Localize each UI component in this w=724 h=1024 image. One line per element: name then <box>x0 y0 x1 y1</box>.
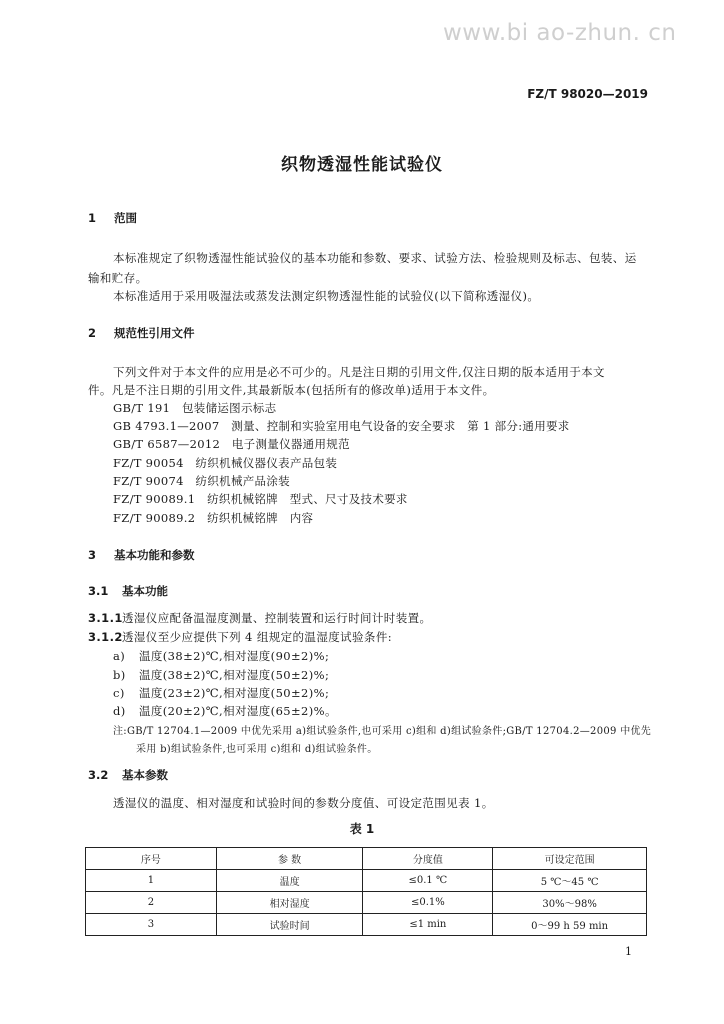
section-1-heading <box>88 210 137 226</box>
clause-3-1-2 <box>88 629 392 645</box>
reference-item: GB/T 191 包装储运图示标志 <box>113 401 277 415</box>
subsection-title: 基本参数 <box>122 768 168 782</box>
subsection-title: 基本功能 <box>122 584 168 598</box>
table-header-row <box>86 848 647 870</box>
table-cell: ≤0.1% <box>363 892 493 914</box>
table-row <box>86 914 647 936</box>
reference-item: FZ/T 90089.1 纺织机械铭牌 型式、尺寸及技术要求 <box>113 492 408 506</box>
section-2-heading <box>88 325 195 341</box>
table-row <box>86 870 647 892</box>
clause-text: 透湿仪至少应提供下列 4 组规定的温湿度试验条件: <box>122 630 392 644</box>
table-header-cell: 序号 <box>86 848 217 870</box>
table-cell: 试验时间 <box>216 914 363 936</box>
page-title: 织物透湿性能试验仪 <box>281 155 443 175</box>
section-title: 范围 <box>114 211 137 225</box>
page-number: 1 <box>625 945 632 958</box>
reference-item: FZ/T 90089.2 纺织机械铭牌 内容 <box>113 511 314 525</box>
standard-code: FZ/T 98020—2019 <box>527 87 648 101</box>
table-header-cell: 可设定范围 <box>493 848 647 870</box>
condition-item <box>113 667 329 683</box>
note: 注:GB/T 12704.1—2009 中优先采用 a)组试验条件,也可采用 c)组和 d)组试验条件;GB/T 12704.2—2009 中优先 <box>113 726 652 737</box>
table-cell: 3 <box>86 914 217 936</box>
table-cell: 5 ℃～45 ℃ <box>493 870 647 892</box>
section-number: 3 <box>88 548 97 562</box>
parameter-table <box>85 847 647 936</box>
paragraph: 本标准适用于采用吸湿法或蒸发法测定织物透湿性能的试验仪(以下简称透湿仪)。 <box>113 289 540 303</box>
table-cell: 30%～98% <box>493 892 647 914</box>
condition-label: a) <box>113 649 126 663</box>
reference-item: FZ/T 90074 纺织机械产品涂装 <box>113 474 290 488</box>
condition-text: 温度(23±2)℃,相对湿度(50±2)%; <box>139 686 330 700</box>
subsection-3-2-heading <box>88 767 168 783</box>
table-cell: 0～99 h 59 min <box>493 914 647 936</box>
clause-text: 透湿仪应配备温湿度测量、控制装置和运行时间计时装置。 <box>122 611 432 625</box>
paragraph: 下列文件对于本文件的应用是必不可少的。凡是注日期的引用文件,仅注日期的版本适用于本文 <box>113 365 605 379</box>
section-title: 规范性引用文件 <box>114 326 195 340</box>
table-header-cell: 分度值 <box>363 848 493 870</box>
section-title: 基本功能和参数 <box>114 548 195 562</box>
table-cell: 相对湿度 <box>216 892 363 914</box>
table-cell: ≤1 min <box>363 914 493 936</box>
condition-label: b) <box>113 668 126 682</box>
subsection-number: 3.2 <box>88 768 109 782</box>
table-cell: 1 <box>86 870 217 892</box>
note: 采用 b)组试验条件,也可采用 c)组和 d)组试验条件。 <box>136 744 378 755</box>
paragraph: 本标准规定了织物透湿性能试验仪的基本功能和参数、要求、试验方法、检验规则及标志、包装、运 <box>113 251 637 265</box>
table-row <box>86 892 647 914</box>
table-cell: ≤0.1 ℃ <box>363 870 493 892</box>
table-cell: 温度 <box>216 870 363 892</box>
clause-number: 3.1.1 <box>88 611 123 625</box>
table-header-cell: 参 数 <box>216 848 363 870</box>
reference-item: GB 4793.1—2007 测量、控制和实验室用电气设备的安全要求 第 1 部分:通用要求 <box>113 419 570 433</box>
condition-item <box>113 685 329 701</box>
subsection-number: 3.1 <box>88 584 109 598</box>
condition-text: 温度(38±2)℃,相对湿度(50±2)%; <box>139 668 330 682</box>
paragraph: 输和贮存。 <box>88 271 148 285</box>
paragraph: 透湿仪的温度、相对湿度和试验时间的参数分度值、可设定范围见表 1。 <box>113 796 494 810</box>
condition-text: 温度(38±2)℃,相对湿度(90±2)%; <box>139 649 330 663</box>
clause-number: 3.1.2 <box>88 630 123 644</box>
condition-item <box>113 703 337 719</box>
reference-item: GB/T 6587—2012 电子测量仪器通用规范 <box>113 437 350 451</box>
condition-label: d) <box>113 704 126 718</box>
section-number: 2 <box>88 326 97 340</box>
table-cell: 2 <box>86 892 217 914</box>
section-number: 1 <box>88 211 97 225</box>
watermark: www.bi ao-zhun. cn <box>443 20 677 46</box>
condition-item <box>113 648 329 664</box>
section-3-heading <box>88 547 195 563</box>
condition-text: 温度(20±2)℃,相对湿度(65±2)%。 <box>139 704 337 718</box>
condition-label: c) <box>113 686 125 700</box>
clause-3-1-1 <box>88 610 431 626</box>
paragraph: 件。凡是不注日期的引用文件,其最新版本(包括所有的修改单)适用于本文件。 <box>88 383 495 397</box>
table-caption: 表 1 <box>349 822 375 836</box>
subsection-3-1-heading <box>88 583 168 599</box>
reference-item: FZ/T 90054 纺织机械仪器仪表产品包装 <box>113 456 338 470</box>
